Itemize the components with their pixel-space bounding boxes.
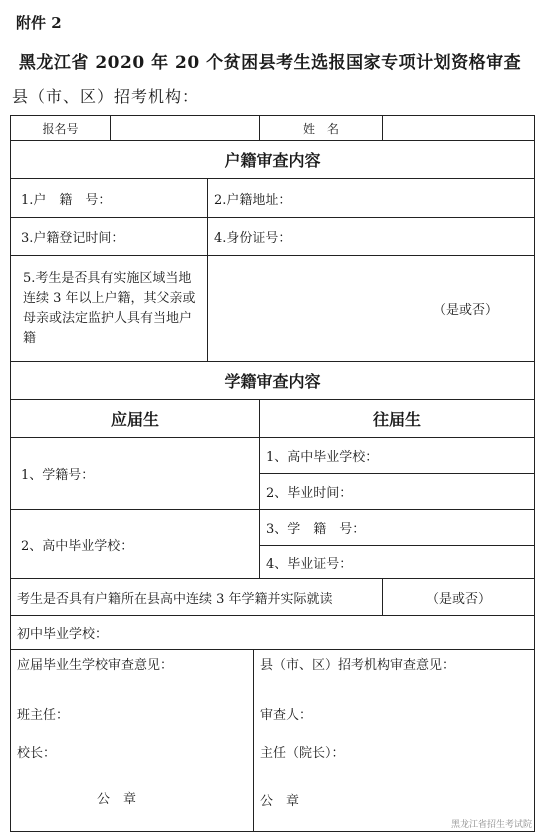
past-diploma-number-field[interactable]: 4、毕业证号： bbox=[260, 546, 535, 579]
exam-number-label: 报名号 bbox=[11, 116, 111, 141]
page-title: 黑龙江省 2020 年 20 个贫困县考生选报国家专项计划资格审查 bbox=[18, 53, 522, 73]
household-section-title: 户籍审查内容 bbox=[11, 141, 535, 179]
middle-school-field[interactable]: 初中毕业学校： bbox=[11, 616, 535, 650]
past-graduation-time-field[interactable]: 2、毕业时间： bbox=[260, 474, 535, 510]
review-form-table bbox=[10, 115, 535, 832]
school-enrollment-question: 考生是否具有户籍所在县高中连续 3 年学籍并实际就读 bbox=[11, 579, 383, 616]
household-number-field[interactable]: 1.户 籍 号： bbox=[11, 179, 208, 218]
watermark: 黑龙江省招生考试院 bbox=[450, 820, 532, 830]
residence-question: 5.考生是否具有实施区域当地连续 3 年以上户籍，其父亲或母亲或法定监护人具有当地户籍 bbox=[11, 256, 208, 362]
id-number-field[interactable]: 4.身份证号： bbox=[208, 218, 535, 256]
exam-number-field[interactable] bbox=[111, 116, 260, 141]
school-seal-label: 公 章 bbox=[97, 792, 137, 807]
name-label: 姓 名 bbox=[260, 116, 383, 141]
head-teacher-label: 班主任： bbox=[17, 708, 70, 723]
current-student-number-field[interactable]: 1、学籍号： bbox=[11, 438, 260, 510]
reviewer-label: 审查人： bbox=[260, 708, 313, 723]
school-enrollment-answer-field[interactable]: （是或否） bbox=[383, 579, 535, 616]
agency-opinion-label: 县（市、区）招考机构审查意见： bbox=[260, 658, 456, 673]
agency-seal-label: 公 章 bbox=[260, 794, 300, 809]
past-student-number-field[interactable]: 3、学 籍 号： bbox=[260, 510, 535, 546]
attachment-label: 附件 2 bbox=[16, 14, 62, 32]
past-student-header: 往届生 bbox=[260, 400, 535, 438]
header-row bbox=[11, 116, 535, 141]
director-label: 主任（院长）： bbox=[260, 746, 345, 761]
school-section-title: 学籍审查内容 bbox=[11, 362, 535, 400]
school-review-opinion[interactable] bbox=[11, 650, 254, 832]
principal-label: 校长： bbox=[17, 746, 57, 761]
school-opinion-label: 应届毕业生学校审查意见： bbox=[17, 658, 174, 673]
household-address-field[interactable]: 2.户籍地址： bbox=[208, 179, 535, 218]
agency-review-opinion[interactable] bbox=[254, 650, 535, 832]
name-field[interactable] bbox=[383, 116, 535, 141]
current-high-school-field[interactable]: 2、高中毕业学校： bbox=[11, 510, 260, 579]
past-high-school-field[interactable]: 1、高中毕业学校： bbox=[260, 438, 535, 474]
residence-answer-field[interactable]: （是或否） bbox=[208, 256, 535, 362]
current-student-header: 应届生 bbox=[11, 400, 260, 438]
agency-label: 县（市、区）招考机构： bbox=[12, 87, 200, 106]
registration-time-field[interactable]: 3.户籍登记时间： bbox=[11, 218, 208, 256]
